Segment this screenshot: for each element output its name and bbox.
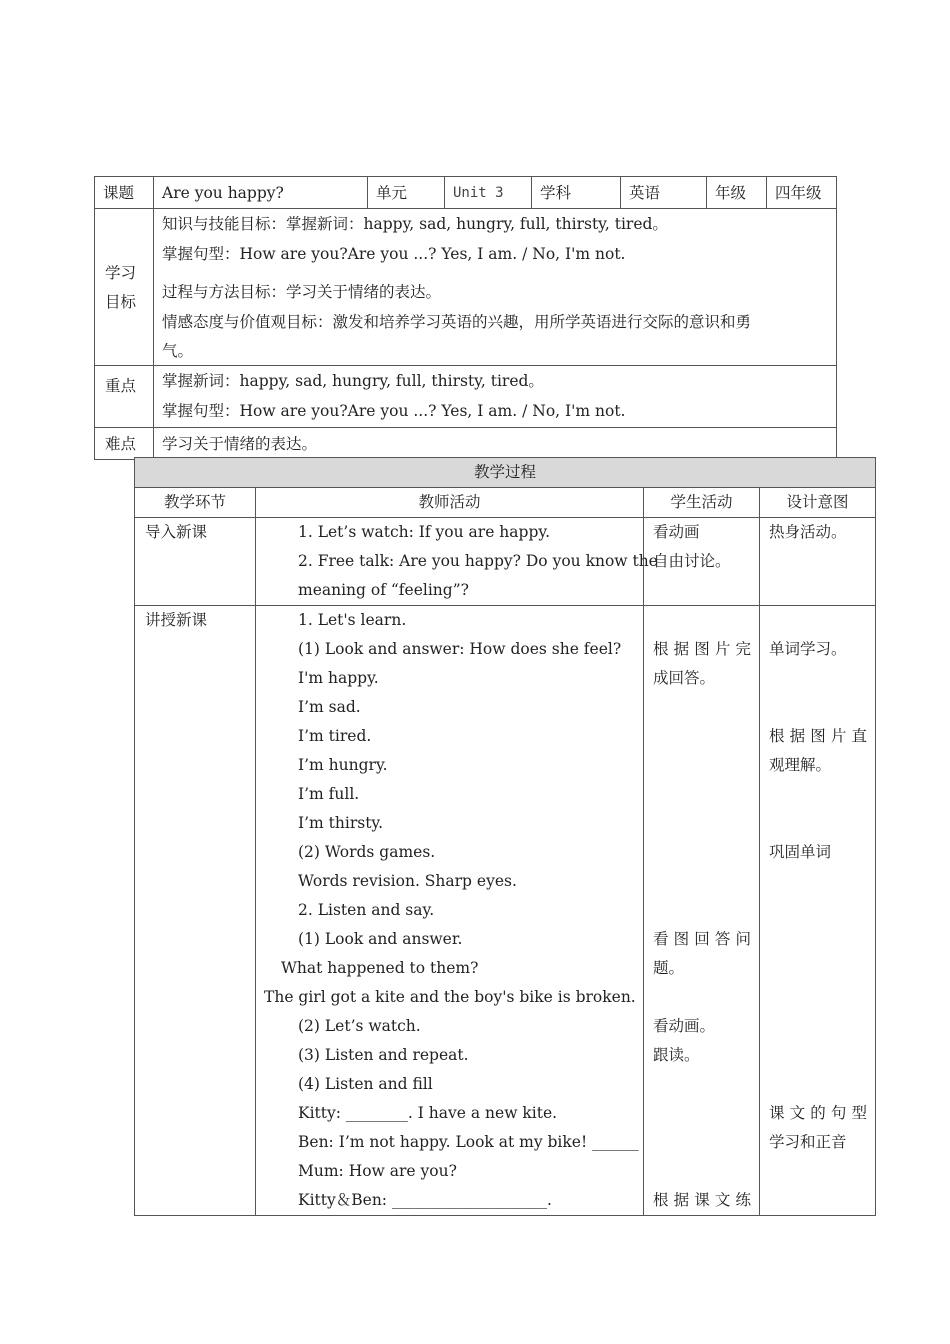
teacher-teach [256, 606, 644, 1216]
difficulty-label: 难点 [95, 428, 154, 460]
student-line: 看图回答问 [653, 930, 751, 948]
teacher-line: I’m thirsty. [298, 814, 384, 832]
stage-teach: 讲授新课 [135, 606, 256, 1216]
student-intro [644, 518, 760, 606]
student-teach [644, 606, 760, 1216]
teacher-line: (3) Listen and repeat. [298, 1046, 469, 1064]
goal-line: 过程与方法目标：学习关于情绪的表达。 [162, 283, 442, 301]
student-line: 看动画 [653, 523, 700, 541]
intent-line: 学习和正音 [769, 1133, 847, 1151]
goal-line: 气。 [162, 342, 194, 360]
unit-value: Unit 3 [445, 177, 532, 209]
course-info-table [94, 176, 837, 460]
topic-value: Are you happy? [154, 177, 368, 209]
header-intent: 设计意图 [760, 488, 876, 518]
subject-value: 英语 [621, 177, 707, 209]
teacher-line: Kitty: ________. I have a new kite. [298, 1104, 558, 1122]
unit-label: 单元 [368, 177, 445, 209]
teacher-line: (4) Listen and fill [298, 1075, 433, 1093]
stage-intro: 导入新课 [135, 518, 256, 606]
teacher-line: meaning of “feeling”? [298, 581, 469, 599]
intent-intro [760, 518, 876, 606]
header-teacher: 教师活动 [256, 488, 644, 518]
teacher-line: The girl got a kite and the boy's bike is broken. [264, 988, 636, 1006]
teacher-line: (2) Words games. [298, 843, 436, 861]
intent-line: 单词学习。 [769, 640, 847, 658]
student-line: 根据图片完 [653, 640, 751, 658]
teaching-process-table [134, 457, 876, 1216]
process-title: 教学过程 [135, 458, 876, 488]
intent-line: 热身活动。 [769, 523, 847, 541]
teacher-line: 1. Let’s watch: If you are happy. [298, 523, 550, 541]
student-line: 看动画。 [653, 1017, 716, 1035]
goal-line: 知识与技能目标：掌握新词：happy, sad, hungry, full, thirsty, tired。 [162, 215, 668, 233]
header-student: 学生活动 [644, 488, 760, 518]
subject-label: 学科 [532, 177, 621, 209]
intent-line: 观理解。 [769, 756, 832, 774]
intent-line: 根据图片直 [769, 727, 868, 745]
student-line: 成回答。 [653, 669, 716, 687]
teacher-line: I’m hungry. [298, 756, 388, 774]
teacher-line: Kitty＆Ben: ____________________. [298, 1191, 552, 1209]
intent-teach [760, 606, 876, 1216]
grade-value: 四年级 [767, 177, 837, 209]
key-point-line: 掌握新词：happy, sad, hungry, full, thirsty, tired。 [162, 372, 544, 390]
teacher-intro [256, 518, 658, 606]
goal-line: 掌握句型：How are you?Are you ...? Yes, I am. / No, I'm not. [162, 245, 626, 263]
teacher-line: (2) Let’s watch. [298, 1017, 421, 1035]
student-line: 跟读。 [653, 1046, 700, 1064]
teacher-line: (1) Look and answer: How does she feel? [298, 640, 622, 658]
key-points-label: 重点 [95, 366, 154, 428]
teacher-line: Words revision. Sharp eyes. [298, 872, 517, 890]
teacher-line: 2. Listen and say. [298, 901, 435, 919]
teacher-line: (1) Look and answer. [298, 930, 463, 948]
header-stage: 教学环节 [135, 488, 256, 518]
student-line: 根据课文练 [653, 1191, 751, 1209]
goals-content [154, 209, 837, 366]
teacher-line: I’m sad. [298, 698, 361, 716]
student-line: 自由讨论。 [653, 552, 731, 570]
teacher-line: I'm happy. [298, 669, 379, 687]
intent-line: 课文的句型 [769, 1104, 868, 1122]
key-points-content [154, 366, 837, 428]
student-line: 题。 [653, 959, 685, 977]
teacher-line: 1. Let's learn. [298, 611, 407, 629]
goals-label: 学习 目标 [95, 209, 154, 366]
difficulty-text: 学习关于情绪的表达。 [154, 428, 837, 460]
teacher-line: Mum: How are you? [298, 1162, 457, 1180]
intent-line: 巩固单词 [769, 843, 832, 861]
teacher-line: I’m tired. [298, 727, 372, 745]
teacher-line: I’m full. [298, 785, 360, 803]
teacher-line: 2. Free talk: Are you happy? Do you know the [298, 552, 658, 570]
teacher-line: Ben: I’m not happy. Look at my bike! ______ [298, 1133, 639, 1151]
key-point-line: 掌握句型：How are you?Are you ...? Yes, I am. / No, I'm not. [162, 402, 626, 420]
topic-label: 课题 [95, 177, 154, 209]
goal-line: 情感态度与价值观目标：激发和培养学习英语的兴趣，用所学英语进行交际的意识和勇 [162, 313, 752, 331]
grade-label: 年级 [707, 177, 767, 209]
teacher-line: What happened to them? [281, 959, 479, 977]
